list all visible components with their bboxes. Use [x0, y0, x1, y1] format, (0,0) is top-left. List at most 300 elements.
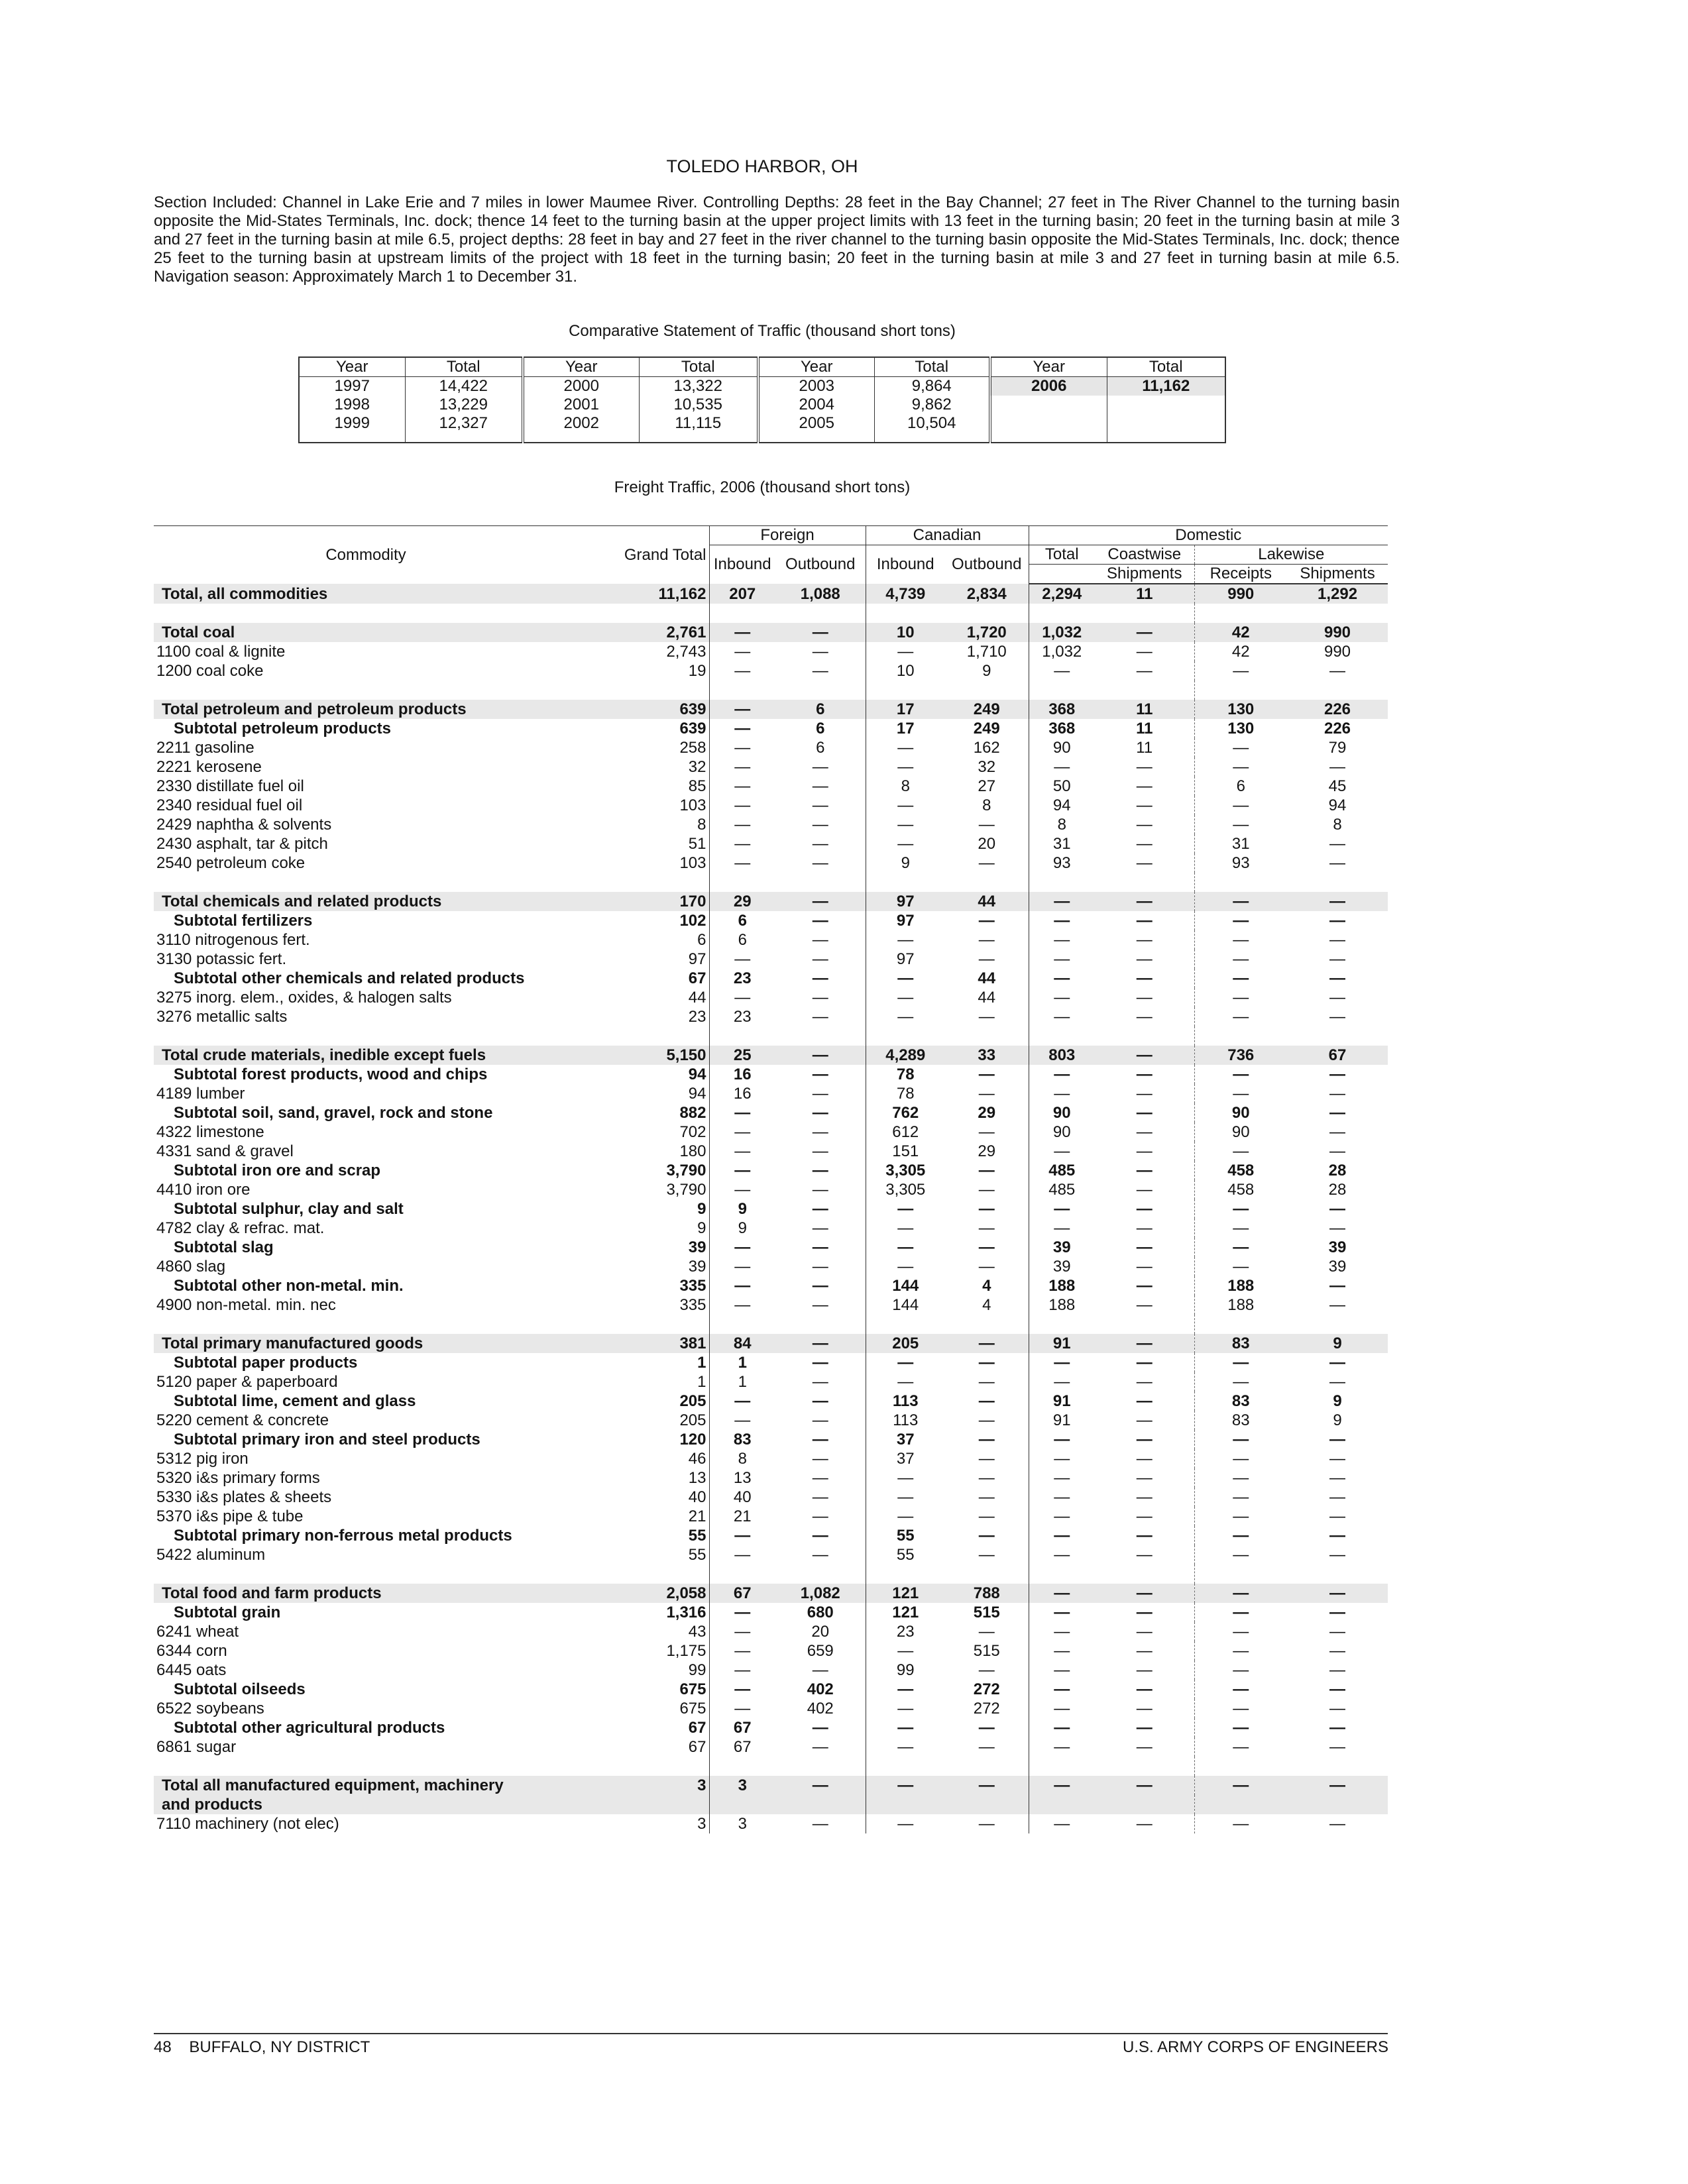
subtotal-row: [154, 1238, 1388, 1257]
value-cell: 1,720: [945, 623, 1029, 642]
value-cell: 33: [945, 1046, 1029, 1065]
value-cell: —: [1136, 1700, 1153, 1718]
commodity-label: Subtotal sulphur, clay and salt: [174, 1200, 404, 1218]
value-cell: —: [1136, 796, 1153, 814]
value-cell: 9: [1287, 1334, 1388, 1353]
value-cell: 91: [1029, 1411, 1095, 1430]
commodity-label: 5330 i&s plates & sheets: [156, 1488, 332, 1506]
header-domestic-total: Total: [1029, 545, 1095, 565]
spacer-cell: [154, 1026, 578, 1046]
grand-total-cell: 3,790: [666, 1162, 706, 1179]
value-cell: —: [812, 1104, 828, 1122]
value-cell: 6: [709, 911, 775, 930]
value-cell: —: [709, 1603, 775, 1622]
value-cell: 29: [978, 1104, 996, 1122]
commodity-label: 7110 machinery (not elec): [156, 1815, 339, 1833]
spacer-cell: [945, 1026, 1029, 1046]
value-cell: —: [1095, 1776, 1194, 1795]
spacer-row: [154, 1564, 1388, 1584]
value-cell: 9: [982, 662, 991, 680]
footer-agency: U.S. ARMY CORPS OF ENGINEERS: [1123, 2038, 1388, 2056]
value-cell: 226: [1323, 720, 1351, 737]
commodity-label: 4189 lumber: [156, 1085, 245, 1103]
value-cell: —: [1029, 1603, 1095, 1622]
total-row: [154, 1046, 1388, 1065]
commodity-row: [154, 1622, 1388, 1641]
spacer-cell: [775, 1757, 866, 1776]
value-cell: 39: [1328, 1258, 1347, 1276]
spacer-row: [154, 1315, 1388, 1334]
value-cell: —: [1329, 912, 1346, 930]
value-cell: 83: [709, 1430, 775, 1449]
spacer-cell: [1095, 1026, 1194, 1046]
spacer-cell: [945, 1315, 1029, 1334]
value-cell: —: [1136, 1181, 1153, 1199]
value-cell: —: [1194, 988, 1287, 1007]
commodity-label: 5320 i&s primary forms: [156, 1469, 320, 1487]
value-cell: 6: [816, 720, 825, 737]
value-cell: —: [812, 1392, 828, 1410]
header-domestic: Domestic: [1029, 526, 1388, 545]
spacer-cell: [709, 1564, 775, 1584]
comparative-header: Year: [990, 357, 1107, 377]
grand-total-cell: 11,162: [578, 584, 709, 604]
value-cell: 6: [709, 930, 775, 950]
value-cell: 67: [709, 1737, 775, 1757]
value-cell: —: [709, 1392, 775, 1411]
comparative-header: Year: [523, 357, 639, 377]
spacer-cell: [1194, 1757, 1287, 1776]
value-cell: —: [1136, 1488, 1153, 1506]
value-cell: —: [1136, 1123, 1153, 1141]
value-cell: —: [1136, 1200, 1153, 1218]
commodity-label: 2330 distillate fuel oil: [156, 777, 304, 795]
value-cell: —: [978, 1392, 995, 1410]
value-cell: —: [709, 1142, 775, 1161]
commodity-row: [154, 950, 1388, 969]
subtotal-row: [154, 911, 1388, 930]
grand-total-cell: 99: [688, 1661, 706, 1679]
value-cell: 37: [866, 1430, 945, 1449]
spacer-cell: [866, 1757, 945, 1776]
value-cell: 9: [709, 1219, 775, 1238]
value-cell: —: [709, 1180, 775, 1199]
spacer-row: [154, 681, 1388, 700]
value-cell: 16: [709, 1084, 775, 1103]
header-coastwise-shipments: Shipments: [1095, 565, 1194, 584]
commodity-label: 4860 slag: [156, 1258, 226, 1276]
spacer-cell: [154, 1564, 578, 1584]
value-cell: 990: [1194, 584, 1287, 604]
spacer-cell: [866, 1315, 945, 1334]
value-cell: [709, 1795, 775, 1814]
total-row: [154, 1795, 1388, 1814]
value-cell: 113: [866, 1411, 945, 1430]
value-cell: —: [1329, 1488, 1346, 1506]
value-cell: —: [866, 642, 945, 661]
value-cell: 4,739: [866, 584, 945, 604]
value-cell: —: [866, 796, 945, 815]
value-cell: —: [709, 1622, 775, 1641]
value-cell: [1194, 1795, 1287, 1814]
spacer-row: [154, 1757, 1388, 1776]
grand-total-cell: 102: [679, 912, 706, 930]
comparative-cell: 9,862: [874, 396, 990, 414]
spacer-cell: [1095, 681, 1194, 700]
value-cell: —: [978, 1450, 995, 1468]
value-cell: —: [812, 969, 828, 987]
value-cell: 21: [709, 1507, 775, 1526]
subtotal-row: [154, 1392, 1388, 1411]
value-cell: —: [1136, 1431, 1153, 1448]
value-cell: —: [978, 1507, 995, 1525]
value-cell: —: [709, 1257, 775, 1276]
grand-total-cell: 2,761: [578, 623, 709, 642]
value-cell: —: [1329, 1065, 1346, 1083]
value-cell: —: [1029, 1526, 1095, 1545]
commodity-label: 2221 kerosene: [156, 758, 262, 776]
commodity-row: [154, 1545, 1388, 1564]
value-cell: —: [978, 950, 995, 968]
grand-total-cell: 258: [679, 739, 706, 757]
value-cell: —: [1029, 1219, 1095, 1238]
value-cell: 16: [709, 1065, 775, 1084]
grand-total-cell: 44: [688, 989, 706, 1007]
comparative-row: [299, 396, 1225, 414]
grand-total-cell: 639: [679, 720, 706, 737]
commodity-label: Subtotal grain: [174, 1604, 281, 1621]
comparative-cell: 11,162: [1107, 377, 1225, 396]
commodity-label: Subtotal lime, cement and glass: [174, 1392, 416, 1410]
value-cell: —: [1029, 892, 1095, 911]
value-cell: 79: [1328, 739, 1347, 757]
spacer-cell: [578, 873, 709, 892]
value-cell: —: [978, 1469, 995, 1487]
value-cell: 659: [807, 1642, 834, 1660]
value-cell: 188: [1194, 1295, 1287, 1315]
spacer-cell: [945, 1757, 1029, 1776]
value-cell: —: [709, 988, 775, 1007]
value-cell: 6: [1194, 777, 1287, 796]
value-cell: —: [978, 1661, 995, 1679]
value-cell: —: [1029, 1142, 1095, 1161]
commodity-label: Total chemicals and related products: [154, 892, 578, 911]
spacer-cell: [709, 1757, 775, 1776]
value-cell: —: [709, 1545, 775, 1564]
value-cell: —: [1029, 930, 1095, 950]
header-foreign-outbound: Outbound: [785, 555, 856, 573]
value-cell: —: [866, 1641, 945, 1661]
value-cell: —: [812, 1162, 828, 1179]
value-cell: 25: [709, 1046, 775, 1065]
value-cell: —: [1194, 1007, 1287, 1026]
value-cell: —: [1136, 643, 1153, 661]
value-cell: —: [1136, 1527, 1153, 1545]
total-row: [154, 892, 1388, 911]
comparative-table: [298, 356, 1226, 443]
value-cell: 3: [709, 1814, 775, 1833]
value-cell: —: [1029, 1065, 1095, 1084]
value-cell: —: [1329, 1085, 1346, 1103]
value-cell: 11: [1136, 720, 1153, 737]
grand-total-cell: 85: [688, 777, 706, 795]
grand-total-cell: 5,150: [578, 1046, 709, 1065]
value-cell: —: [978, 912, 995, 930]
comparative-cell: 13,229: [405, 396, 523, 414]
value-cell: —: [1194, 815, 1287, 834]
value-cell: —: [812, 1738, 828, 1756]
value-cell: —: [1329, 1219, 1346, 1237]
value-cell: —: [812, 1450, 828, 1468]
value-cell: —: [812, 758, 828, 776]
grand-total-cell: 67: [688, 1738, 706, 1756]
value-cell: —: [1095, 1046, 1194, 1065]
value-cell: —: [945, 1776, 1029, 1795]
value-cell: —: [1029, 1449, 1095, 1468]
comparative-header-row: [299, 357, 1225, 377]
value-cell: 8: [1029, 815, 1095, 834]
commodity-label: 5422 aluminum: [156, 1546, 266, 1564]
value-cell: —: [978, 1200, 995, 1218]
grand-total-cell: 882: [679, 1104, 706, 1122]
value-cell: —: [1194, 1814, 1287, 1833]
comparative-cell: 2002: [523, 414, 639, 443]
spacer-cell: [1194, 604, 1287, 623]
value-cell: —: [866, 738, 945, 757]
spacer-cell: [1194, 681, 1287, 700]
total-row: [154, 1584, 1388, 1603]
grand-total-cell: 3: [697, 1815, 706, 1833]
value-cell: —: [978, 1219, 995, 1237]
value-cell: —: [1029, 1814, 1095, 1833]
commodity-label: Subtotal other non-metal. min.: [174, 1277, 404, 1295]
value-cell: —: [1029, 1641, 1095, 1661]
value-cell: —: [1329, 662, 1346, 680]
value-cell: —: [866, 1353, 945, 1372]
header-foreign-inbound: Inbound: [709, 545, 775, 584]
commodity-row: [154, 1814, 1388, 1833]
value-cell: 1,088: [775, 584, 866, 604]
value-cell: —: [1029, 950, 1095, 969]
value-cell: —: [812, 1431, 828, 1448]
grand-total-cell: 120: [679, 1431, 706, 1448]
value-cell: —: [1029, 1776, 1095, 1795]
subtotal-row: [154, 1430, 1388, 1449]
commodity-label: 3275 inorg. elem., oxides, & halogen salts: [156, 989, 452, 1007]
total-row: [154, 623, 1388, 642]
value-cell: 990: [1323, 643, 1351, 661]
value-cell: —: [775, 1046, 866, 1065]
value-cell: —: [1194, 1622, 1287, 1641]
value-cell: —: [866, 1372, 945, 1392]
value-cell: —: [1194, 969, 1287, 988]
value-cell: —: [1136, 1680, 1153, 1698]
value-cell: —: [812, 1373, 828, 1391]
value-cell: —: [812, 1123, 828, 1141]
header-blank: [1029, 565, 1095, 584]
value-cell: 1,032: [1029, 623, 1095, 642]
value-cell: —: [1194, 911, 1287, 930]
value-cell: —: [812, 816, 828, 834]
value-cell: —: [812, 835, 828, 853]
value-cell: —: [775, 1776, 866, 1795]
commodity-row: [154, 1737, 1388, 1757]
commodity-row: [154, 1488, 1388, 1507]
value-cell: —: [1194, 1507, 1287, 1526]
total-row: [154, 700, 1388, 719]
value-cell: 11: [1095, 584, 1194, 604]
spacer-cell: [775, 873, 866, 892]
spacer-cell: [945, 1564, 1029, 1584]
value-cell: —: [1136, 1450, 1153, 1468]
subtotal-row: [154, 1718, 1388, 1737]
value-cell: 97: [866, 911, 945, 930]
value-cell: —: [812, 1527, 828, 1545]
commodity-label: 6344 corn: [156, 1642, 227, 1660]
value-cell: —: [1136, 1661, 1153, 1679]
value-cell: —: [978, 1238, 995, 1256]
commodity-row: [154, 1507, 1388, 1526]
spacer-cell: [775, 1564, 866, 1584]
value-cell: 1,082: [775, 1584, 866, 1603]
comparative-cell: 14,422: [405, 377, 523, 396]
value-cell: —: [978, 1411, 995, 1429]
value-cell: —: [866, 1238, 945, 1257]
value-cell: —: [1194, 738, 1287, 757]
value-cell: [1095, 1795, 1194, 1814]
value-cell: 42: [1194, 642, 1287, 661]
comparative-cell: 2003: [758, 377, 874, 396]
commodity-label: 2211 gasoline: [156, 739, 254, 757]
value-cell: 130: [1194, 719, 1287, 738]
header-coastwise: Coastwise: [1095, 545, 1194, 565]
value-cell: —: [709, 1680, 775, 1699]
value-cell: —: [866, 1199, 945, 1219]
value-cell: 162: [973, 739, 1000, 757]
value-cell: —: [1194, 1257, 1287, 1276]
value-cell: —: [812, 1277, 828, 1295]
spacer-cell: [578, 681, 709, 700]
commodity-label: Subtotal primary non-ferrous metal products: [174, 1527, 512, 1545]
value-cell: —: [866, 834, 945, 853]
value-cell: 2,834: [945, 584, 1029, 604]
value-cell: 9: [866, 853, 945, 873]
value-cell: 90: [1029, 1103, 1095, 1122]
value-cell: 44: [978, 989, 996, 1007]
value-cell: —: [1329, 1527, 1346, 1545]
comparative-cell: 11,115: [639, 414, 758, 443]
commodity-row: [154, 1699, 1388, 1718]
header-commodity: Commodity: [325, 545, 406, 564]
value-cell: —: [1029, 1084, 1095, 1103]
grand-total-cell: 381: [578, 1334, 709, 1353]
value-cell: —: [1329, 1623, 1346, 1641]
value-cell: 39: [1328, 1238, 1347, 1256]
comparative-cell: 12,327: [405, 414, 523, 443]
value-cell: —: [812, 1065, 828, 1083]
subtotal-row: [154, 1161, 1388, 1180]
value-cell: —: [866, 1219, 945, 1238]
grand-total-cell: 94: [688, 1065, 706, 1083]
value-cell: 29: [709, 892, 775, 911]
comparative-header: Total: [639, 357, 758, 377]
value-cell: 13: [709, 1468, 775, 1488]
header-lakewise: Lakewise: [1194, 545, 1388, 565]
value-cell: 458: [1194, 1180, 1287, 1199]
value-cell: —: [978, 1815, 995, 1833]
grand-total-cell: 8: [697, 816, 706, 834]
commodity-row: [154, 1257, 1388, 1276]
value-cell: 40: [709, 1488, 775, 1507]
value-cell: —: [1029, 988, 1095, 1007]
value-cell: —: [1029, 1661, 1095, 1680]
value-cell: —: [709, 1276, 775, 1295]
commodity-label: 6445 oats: [156, 1661, 227, 1679]
commodity-label: Subtotal other chemicals and related products: [174, 969, 525, 987]
value-cell: 23: [866, 1622, 945, 1641]
commodity-label: Total petroleum and petroleum products: [154, 700, 578, 719]
value-cell: —: [1194, 1718, 1287, 1737]
value-cell: —: [1029, 1468, 1095, 1488]
commodity-label: Subtotal oilseeds: [174, 1680, 306, 1698]
value-cell: —: [1095, 623, 1194, 642]
value-cell: —: [978, 1738, 995, 1756]
value-cell: —: [945, 1334, 1029, 1353]
commodity-row: [154, 834, 1388, 853]
value-cell: 93: [1029, 853, 1095, 873]
value-cell: —: [1329, 1200, 1346, 1218]
value-cell: 188: [1029, 1276, 1095, 1295]
value-cell: —: [1029, 911, 1095, 930]
value-cell: —: [866, 1007, 945, 1026]
spacer-cell: [1029, 604, 1095, 623]
value-cell: —: [1136, 1354, 1153, 1372]
value-cell: 762: [866, 1103, 945, 1122]
value-cell: —: [866, 1699, 945, 1718]
value-cell: —: [1329, 1815, 1346, 1833]
value-cell: 28: [1328, 1181, 1347, 1199]
subtotal-row: [154, 1526, 1388, 1545]
spacer-cell: [1194, 1315, 1287, 1334]
value-cell: —: [1329, 758, 1346, 776]
commodity-label: Total, all commodities: [154, 584, 578, 604]
spacer-cell: [775, 1026, 866, 1046]
value-cell: 9: [709, 1199, 775, 1219]
value-cell: —: [812, 777, 828, 795]
value-cell: —: [812, 1507, 828, 1525]
value-cell: —: [978, 1546, 995, 1564]
value-cell: —: [812, 1181, 828, 1199]
value-cell: 3,305: [866, 1180, 945, 1199]
value-cell: —: [866, 969, 945, 988]
value-cell: —: [812, 912, 828, 930]
commodity-label: Subtotal slag: [174, 1238, 274, 1256]
value-cell: —: [812, 1488, 828, 1506]
value-cell: —: [1136, 1296, 1153, 1314]
value-cell: —: [978, 854, 995, 872]
value-cell: 272: [973, 1680, 1000, 1698]
freight-caption: Freight Traffic, 2006 (thousand short tons): [614, 478, 911, 496]
value-cell: —: [1136, 1411, 1153, 1429]
grand-total-cell: 46: [688, 1450, 706, 1468]
commodity-label: 5312 pig iron: [156, 1450, 249, 1468]
spacer-cell: [1029, 681, 1095, 700]
value-cell: 11: [1095, 700, 1194, 719]
value-cell: —: [1194, 1372, 1287, 1392]
commodity-label: Total primary manufactured goods: [154, 1334, 578, 1353]
value-cell: —: [1136, 1642, 1153, 1660]
spacer-cell: [1095, 1564, 1194, 1584]
